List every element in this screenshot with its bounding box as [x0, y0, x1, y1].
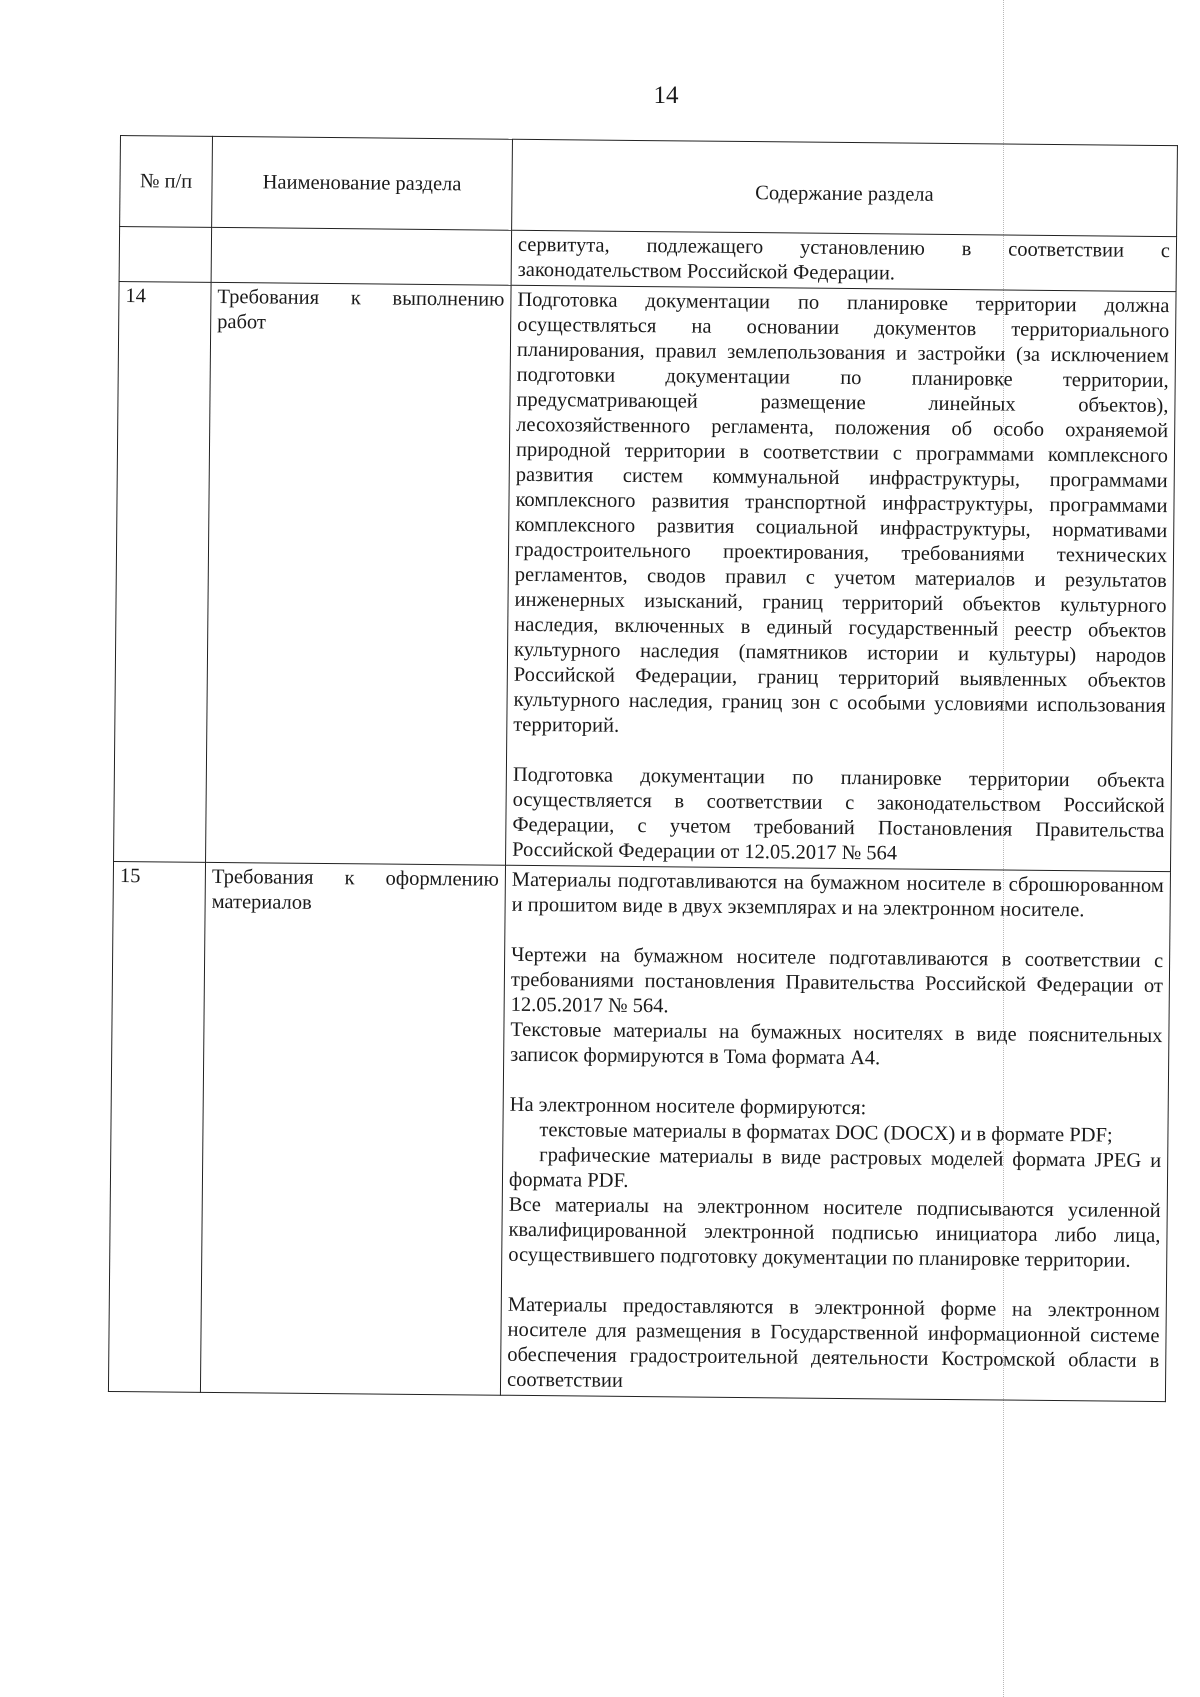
row-number: [119, 227, 212, 283]
content-paragraph: Подготовка документации по планировке территории должна осуществляться на основании документов территориального планирования, правил землепользования и застройки (за исключением подготовки документации по планировке территории, предусматривающей размещение линейных объектов), лесохозяйственного регламента, положения об особо охраняемой природной территории в соответствии с программами комплексного развития систем коммунальной инфраструктуры, программами комплексного развития транспортной инфраструктуры, программами комплексного развития социальной инфраструктуры, нормативами градостроительного проектирования, требованиями технических регламентов, сводов правил с учетом материалов и результатов инженерных изысканий, границ территорий объектов культурного наследия, включенных в единый государственный реестр объектов культурного наследия (памятников истории и культуры) народов Российской Федерации, границ территорий выявленных объектов культурного наследия, границ зон с особыми условиями использования территорий.: [513, 288, 1170, 737]
content-paragraph: Все материалы на электронном носителе подписываются усиленной квалифицированной электронной подписью инициатора либо лица, осуществившего подготовку документации по планировке территории.: [508, 1193, 1161, 1272]
content-paragraph: Материалы подготавливаются на бумажном носителе в сброшюрованном и прошитом виде в двух экземплярах и на электронном носителе.: [511, 868, 1164, 922]
content-paragraph: Подготовка документации по планировке территории объекта осуществляется в соответствии с законодательством Российской Федерации, с учетом требований Постановления Правительства Российской Федерации от 12.05.2017 № 564: [512, 763, 1165, 865]
row-number: 15: [108, 861, 205, 1392]
page-number-text: 14: [653, 82, 679, 109]
header-num: № п/п: [120, 136, 213, 228]
header-name: Наименование раздела: [212, 136, 513, 230]
section-content: [506, 285, 1177, 871]
section-content: [500, 865, 1170, 1401]
content-paragraph: Чертежи на бумажном носителе подготавливаются в соответствии с требованиями постановления Правительства Российской Федерации от 12.05.2017 № 564.: [510, 943, 1164, 1018]
section-name: Требования к оформлению материалов: [200, 862, 505, 1395]
requirements-table: [108, 135, 1178, 1402]
header-content: Содержание раздела: [512, 139, 1178, 236]
table-header-row: [120, 136, 1178, 237]
table-body: [108, 227, 1176, 1402]
row-number: 14: [114, 281, 212, 862]
content-paragraph: текстовые материалы в форматах DOC (DOCX) и в формате PDF;: [539, 1119, 1113, 1147]
content-paragraph: Текстовые материалы на бумажных носителях в виде пояснительных записок формируются в Тома формата А4.: [510, 1018, 1163, 1070]
section-content: [511, 230, 1176, 291]
page-number: [0, 82, 1200, 110]
content-paragraph: графические материалы в виде растровых моделей формата JPEG и формата PDF.: [508, 1144, 1162, 1192]
table-row: [114, 281, 1177, 871]
content-paragraph: сервитута, подлежащего установлению в соответствии с законодательством Российской Федерации.: [517, 233, 1171, 285]
content-paragraph: На электронном носителе формируются:: [509, 1093, 867, 1120]
table-row: [108, 861, 1170, 1401]
content-paragraph: Материалы предоставляются в электронной форме на электронном носителе для размещения в Государственной информационной системе обеспечения градостроительной деятельности Костромской области в соответствии: [506, 1293, 1160, 1392]
section-name: Требования к выполнению работ: [206, 282, 512, 865]
section-name: [211, 227, 512, 285]
table-row: [119, 227, 1176, 292]
